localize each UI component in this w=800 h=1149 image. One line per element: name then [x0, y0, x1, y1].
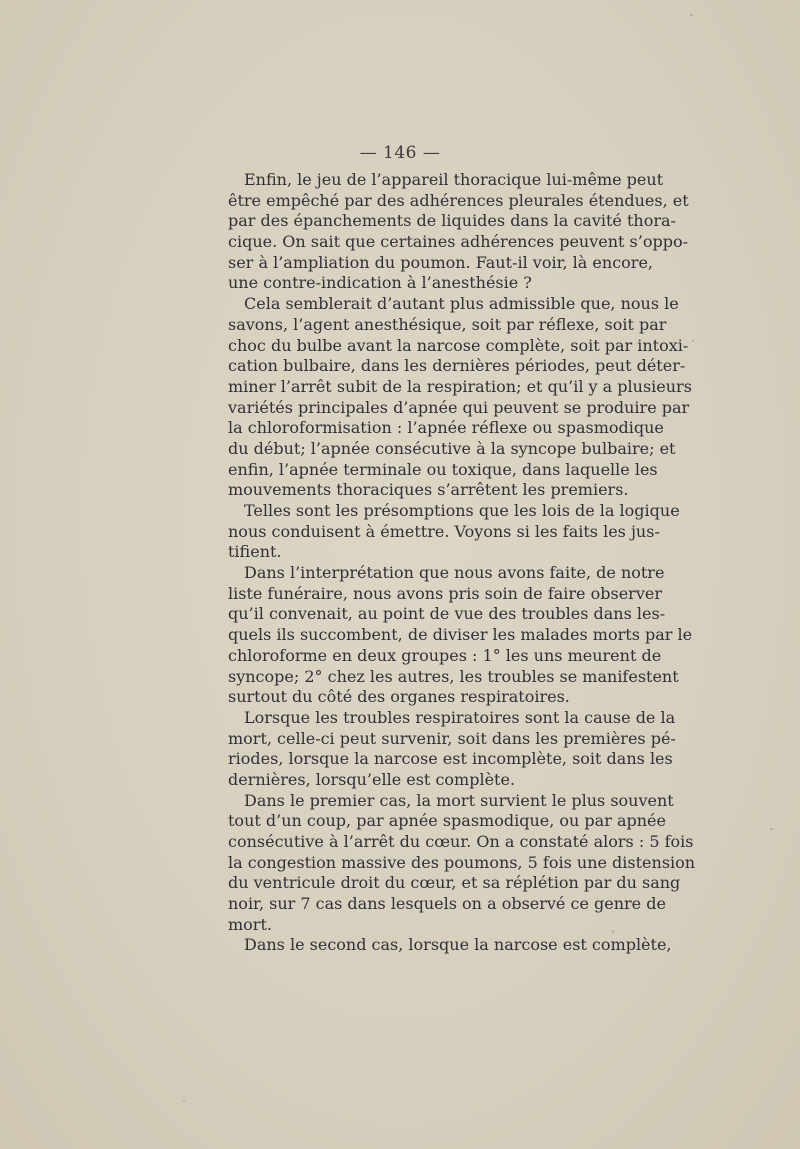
- text-line: par des épanchements de liquides dans la cavité thora-: [228, 211, 676, 231]
- text-line: qu’il convenait, au point de vue des troubles dans les-: [228, 604, 666, 624]
- text-line: une contre-indication à l’anesthésie ?: [228, 273, 532, 293]
- paper-speck: [690, 14, 693, 16]
- text-line: mort, celle-ci peut survenir, soit dans les premières pé-: [228, 728, 676, 748]
- body-text: [228, 170, 696, 956]
- text-line: Enfin, le jeu de l’appareil thoracique lui-même peut: [244, 170, 664, 189]
- text-line: la congestion massive des poumons, 5 fois une distension: [228, 852, 696, 872]
- text-line: être empêché par des adhérences pleurales étendues, et: [228, 190, 689, 210]
- paragraph: [228, 935, 672, 956]
- text-line: ser à l’ampliation du poumon. Faut-il voir, là encore,: [228, 252, 653, 272]
- text-line: mouvements thoraciques s’arrêtent les premiers.: [228, 480, 629, 500]
- text-line: Dans le second cas, lorsque la narcose est complète,: [244, 935, 672, 955]
- text-line: tout d’un coup, par apnée spasmodique, ou par apnée: [228, 811, 666, 831]
- text-line: nous conduisent à émettre. Voyons si les faits les jus-: [228, 521, 660, 541]
- page-number: — 146 —: [359, 143, 441, 163]
- text-line: savons, l’agent anesthésique, soit par réflexe, soit par: [228, 314, 667, 334]
- text-line: consécutive à l’arrêt du cœur. On a constaté alors : 5 fois: [228, 832, 694, 851]
- paragraph: [228, 790, 696, 936]
- text-line: syncope; 2° chez les autres, les troubles se manifestent: [228, 666, 679, 686]
- text-line: mort.: [228, 914, 272, 934]
- text-line: chloroforme en deux groupes : 1° les uns meurent de: [228, 645, 662, 665]
- paper-speck: [183, 1100, 185, 1102]
- paragraph: [228, 707, 676, 791]
- text-line: dernières, lorsqu’elle est complète.: [228, 769, 516, 789]
- text-line: quels ils succombent, de diviser les malades morts par le: [228, 625, 693, 645]
- text-line: miner l’arrêt subit de la respiration; et qu’il y a plusieurs: [228, 376, 692, 396]
- paragraph: [228, 501, 680, 563]
- text-line: enfin, l’apnée terminale ou toxique, dans laquelle les: [228, 459, 658, 479]
- text-line: Telles sont les présomptions que les lois de la logique: [244, 501, 680, 520]
- text-line: tifient.: [228, 542, 282, 562]
- text-line: choc du bulbe avant la narcose complète, soit par intoxi-: [228, 335, 689, 355]
- text-line: variétés principales d’apnée qui peuvent se produire par: [228, 397, 690, 417]
- text-line: cique. On sait que certaines adhérences peuvent s’oppo-: [228, 232, 688, 252]
- text-line: noir, sur 7 cas dans lesquels on a observé ce genre de: [228, 894, 666, 914]
- paragraph: [228, 294, 692, 501]
- text-line: du début; l’apnée consécutive à la syncope bulbaire; et: [228, 438, 676, 458]
- paper-speck: [770, 828, 773, 830]
- text-line: Cela semblerait d’autant plus admissible que, nous le: [244, 294, 679, 314]
- text-line: surtout du côté des organes respiratoires.: [228, 687, 570, 707]
- text-line: du ventricule droit du cœur, et sa réplétion par du sang: [228, 873, 681, 893]
- paragraph: [228, 563, 693, 708]
- text-line: riodes, lorsque la narcose est incomplète, soit dans les: [228, 749, 673, 769]
- paper-speck: [692, 340, 694, 342]
- text-line: liste funéraire, nous avons pris soin de faire observer: [228, 583, 662, 603]
- text-line: la chloroformisation : l’apnée réflexe ou spasmodique: [228, 418, 664, 438]
- text-line: cation bulbaire, dans les dernières périodes, peut déter-: [228, 356, 686, 376]
- paragraph: [228, 170, 689, 294]
- text-line: Dans l’interprétation que nous avons faite, de notre: [244, 563, 665, 583]
- text-line: Dans le premier cas, la mort survient le plus souvent: [244, 790, 674, 810]
- text-line: Lorsque les troubles respiratoires sont la cause de la: [244, 707, 676, 727]
